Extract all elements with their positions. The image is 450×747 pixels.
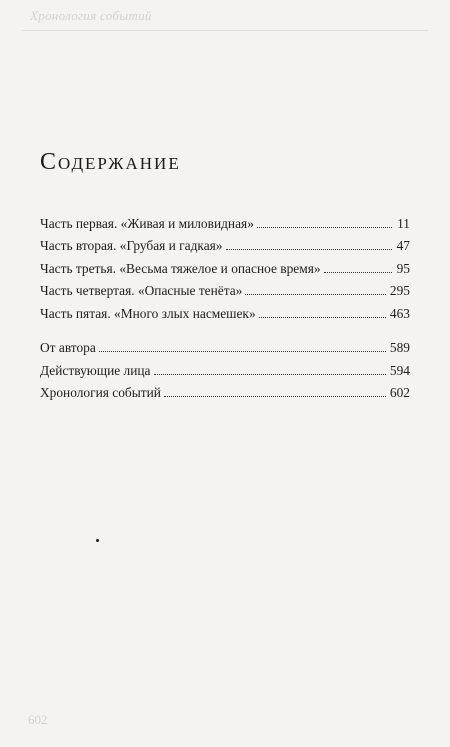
toc-entry-label: Часть первая. «Живая и миловидная» xyxy=(40,216,254,231)
toc-entry-page: 602 xyxy=(389,385,410,400)
contents-title: Содержание xyxy=(40,149,181,175)
toc-entry-label: Часть пятая. «Много злых насмешек» xyxy=(40,306,256,321)
toc-entry-label: Часть четвертая. «Опасные тенёта» xyxy=(40,283,243,298)
dot-leader xyxy=(99,351,386,352)
bleed-header: Хронология событий xyxy=(30,8,152,23)
toc-entry-page: 589 xyxy=(389,340,410,355)
toc-entry-label: Часть третья. «Весьма тяжелое и опасное время» xyxy=(40,261,321,276)
bleed-page-number: 602 xyxy=(28,712,48,727)
toc-entry[interactable] xyxy=(40,363,410,380)
dot-leader xyxy=(226,249,392,250)
toc-entry[interactable] xyxy=(40,216,410,233)
toc-entry-label: От автора xyxy=(40,340,96,355)
toc-entry-page: 95 xyxy=(396,261,410,276)
toc-entry-page: 11 xyxy=(397,216,410,231)
ink-speck xyxy=(96,539,99,542)
toc-entry-page: 47 xyxy=(396,238,410,253)
toc-entry-page: 295 xyxy=(389,283,410,298)
toc-entry[interactable] xyxy=(40,238,410,255)
bleed-header-rule xyxy=(22,30,428,31)
dot-leader xyxy=(259,317,386,318)
toc-entry-label: Хронология событий xyxy=(40,385,161,400)
dot-leader xyxy=(154,374,386,375)
dot-leader xyxy=(164,396,386,397)
toc-entry-page: 594 xyxy=(389,363,410,378)
toc-entry[interactable] xyxy=(40,340,410,357)
dot-leader xyxy=(324,272,392,273)
toc-entry[interactable] xyxy=(40,385,410,402)
toc-entry[interactable] xyxy=(40,261,410,278)
toc-entry[interactable] xyxy=(40,306,410,323)
toc-entry-page: 463 xyxy=(389,306,410,321)
dot-leader xyxy=(257,227,392,228)
toc-entry-label: Часть вторая. «Грубая и гадкая» xyxy=(40,238,223,253)
dot-leader xyxy=(245,294,386,295)
toc-entry[interactable] xyxy=(40,283,410,300)
toc-entry-label: Действующие лица xyxy=(40,363,151,378)
